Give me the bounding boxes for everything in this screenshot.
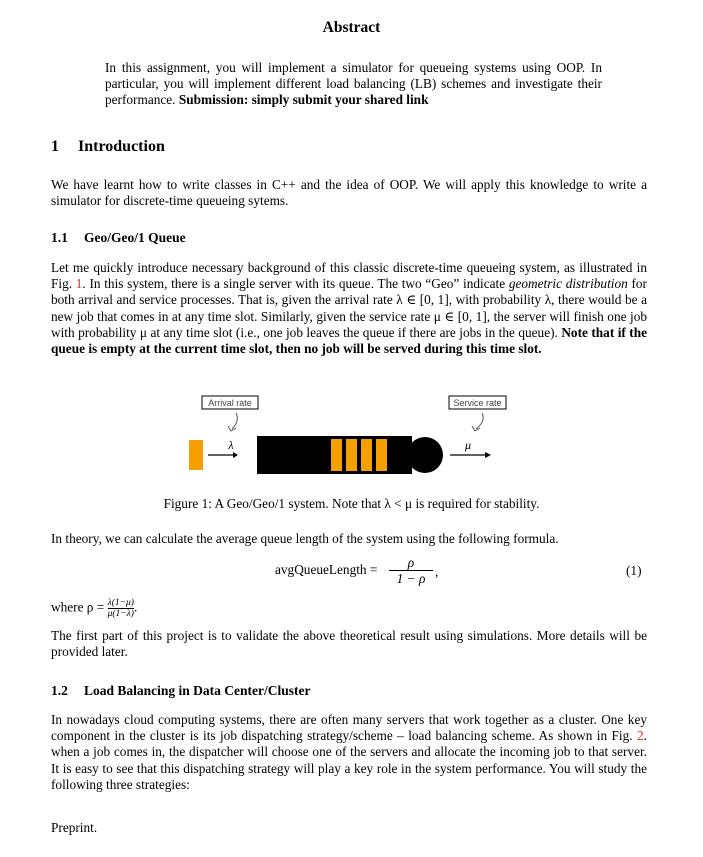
- queued-job-3: [361, 439, 372, 471]
- queued-job-2: [346, 439, 357, 471]
- mu-symbol: μ: [464, 438, 472, 452]
- subsection-number: 1.2: [51, 683, 68, 698]
- rho-fraction: [108, 598, 134, 619]
- rho-numerator: λ(1−μ): [107, 598, 134, 608]
- intro-paragraph: We have learnt how to write classes in C++ and the idea of OOP. We will apply this knowledge to write a simulator for discrete-time queueing sytems.: [51, 177, 647, 209]
- lambda-symbol: λ: [228, 438, 234, 452]
- abstract-text: In this assignment, you will implement a simulator for queueing systems using OOP. In particular, you will implement different load balancing (LB) schemes and investigate their performance.: [105, 60, 602, 108]
- arrival-pointer-arrow: [232, 413, 237, 429]
- figure-ref-2[interactable]: 2: [637, 728, 644, 744]
- figure-geo-geo-1: [180, 393, 510, 483]
- departure-arrowhead: [485, 452, 491, 458]
- bg-bold-note: Note that if the queue is empty at the current time slot, then no job will be served during this time slot.: [51, 324, 648, 357]
- submission-note: Submission: simply submit your shared link: [178, 92, 429, 108]
- subsection-heading-geo: [51, 230, 186, 246]
- rho-prefix: where ρ =: [51, 599, 108, 615]
- rho-definition: [51, 598, 137, 619]
- server-circle: [407, 437, 443, 473]
- lb-text-b: . when a job comes in, the dispatcher will choose one of the servers and allocate the incoming job to that server. It is easy to see that this dispatching strategy will play a key role in the system performance. You will study the following three strategies:: [51, 728, 647, 792]
- service-label: Service rate: [453, 398, 502, 408]
- equation-lhs: avgQueueLength =: [275, 562, 378, 577]
- service-pointer-arrow: [476, 413, 483, 429]
- equation-denominator: 1 − ρ: [396, 571, 426, 586]
- bg-text-b: . In this system, there is a single server with its queue. The two “Geo” indicate: [82, 276, 509, 292]
- section-heading-introduction: [51, 139, 165, 155]
- abstract-title: Abstract: [322, 19, 381, 36]
- subsection-heading-load-balancing: [51, 683, 311, 699]
- bg-text-a: Let me quickly introduce necessary background of this classic discrete-time queueing system, as illustrated in Fig.: [51, 260, 647, 292]
- subsection-number: 1.1: [51, 230, 68, 245]
- subsection-title: Geo/Geo/1 Queue: [84, 230, 186, 245]
- rho-suffix: .: [133, 599, 138, 615]
- validate-paragraph: The first part of this project is to validate the above theoretical result using simulations. More details will be provided later.: [51, 628, 647, 660]
- arriving-job-block: [189, 440, 203, 470]
- equation-numerator: ρ: [407, 555, 415, 570]
- theory-paragraph: In theory, we can calculate the average queue length of the system using the following formula.: [51, 531, 559, 546]
- rho-denominator: μ(1−λ): [107, 609, 134, 619]
- arrival-label: Arrival rate: [208, 398, 252, 408]
- queued-job-1: [331, 439, 342, 471]
- load-balancing-paragraph: [51, 712, 647, 793]
- queue-diagram: [180, 393, 510, 483]
- figure-1-caption: Figure 1: A Geo/Geo/1 system. Note that λ < μ is required for stability.: [163, 496, 540, 511]
- arrival-arrowhead: [233, 452, 238, 458]
- equation-comma: ,: [435, 564, 439, 579]
- section-title: Introduction: [78, 138, 165, 155]
- preprint-footer: Preprint.: [51, 820, 98, 835]
- equation-fraction: [389, 556, 433, 585]
- equation-number: (1): [626, 563, 642, 578]
- bg-text-c: for both arrival and service processes. That is, given the arrival rate λ ∈ [0, 1], with probability λ, there would be a new job that comes in at any time slot. Similarly, given the service rate μ ∈ [0, 1], the server will finish one job with probability μ at any time slot (i.e., one job leaves the queue if there are jobs in the queue).: [51, 276, 647, 340]
- figure-ref-1[interactable]: 1: [75, 276, 83, 292]
- section-number: 1: [51, 138, 59, 155]
- queued-job-4: [376, 439, 387, 471]
- lb-text-a: In nowadays cloud computing systems, there are often many servers that work together as a cluster. One key component in the cluster is its job dispatching strategy/scheme – load balancing scheme. As shown in Fig.: [51, 712, 647, 744]
- geometric-distribution-term: geometric distribution: [508, 276, 628, 292]
- subsection-title: Load Balancing in Data Center/Cluster: [84, 683, 311, 698]
- abstract-body: [105, 60, 602, 109]
- background-paragraph: [51, 260, 647, 357]
